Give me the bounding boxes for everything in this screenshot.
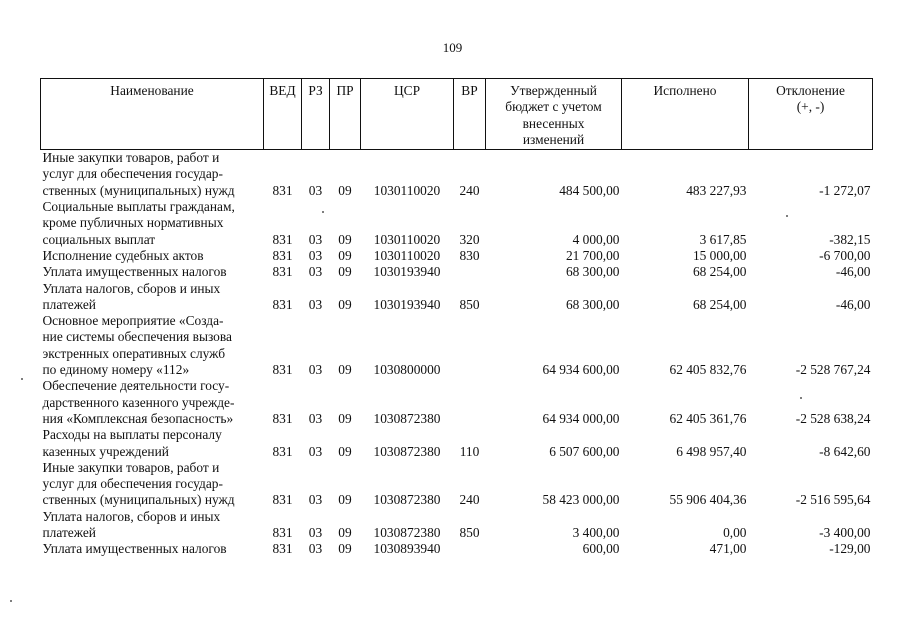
cell-pr: 09 bbox=[338, 296, 352, 312]
cell-pr: 09 bbox=[338, 541, 352, 557]
cell-approved: 484 500,00 bbox=[559, 182, 620, 198]
table-row bbox=[41, 199, 873, 248]
cell-executed: 6 498 957,40 bbox=[676, 443, 747, 459]
cell-executed: 483 227,93 bbox=[686, 182, 747, 198]
cell-csr: 1030893940 bbox=[373, 541, 441, 557]
table-row bbox=[41, 541, 873, 557]
cell-csr: 1030800000 bbox=[373, 362, 441, 378]
cell-csr: 1030110020 bbox=[373, 231, 441, 247]
cell-name: Обеспечение деятельности госу- дарственного казенного учрежде- ния «Комплексная безопасность» bbox=[42, 378, 235, 426]
cell-vr: 850 bbox=[459, 525, 480, 541]
cell-rz: 03 bbox=[308, 247, 323, 263]
cell-name: Основное мероприятие «Созда- ние системы обеспечения вызова экстренных оперативных служб по единому номеру «112» bbox=[42, 313, 232, 378]
cell-ved: 831 bbox=[272, 443, 293, 459]
cell-approved: 58 423 000,00 bbox=[542, 492, 620, 508]
header-name: Наименование bbox=[41, 79, 264, 150]
cell-vr bbox=[454, 378, 486, 427]
scan-speck bbox=[21, 378, 23, 380]
cell-csr: 1030872380 bbox=[373, 525, 441, 541]
cell-pr: 09 bbox=[338, 264, 352, 280]
cell-name: Иные закупки товаров, работ и услуг для обеспечения государ- ственных (муниципальных) нужд bbox=[42, 459, 235, 508]
cell-vr: 240 bbox=[459, 182, 480, 198]
header-pr: ПР bbox=[330, 79, 361, 150]
cell-vr: 830 bbox=[459, 247, 480, 263]
cell-deviation: -3 400,00 bbox=[819, 525, 871, 541]
page-number: 109 bbox=[442, 40, 463, 55]
cell-pr: 09 bbox=[338, 410, 352, 426]
cell-executed: 55 906 404,36 bbox=[669, 492, 747, 508]
cell-executed: 15 000,00 bbox=[692, 247, 747, 263]
cell-rz: 03 bbox=[308, 296, 323, 312]
cell-rz: 03 bbox=[308, 362, 323, 378]
cell-vr bbox=[454, 313, 486, 378]
cell-executed: 62 405 361,76 bbox=[669, 410, 747, 426]
cell-ved: 831 bbox=[272, 231, 293, 247]
header-executed: Исполнено bbox=[622, 79, 749, 150]
cell-ved: 831 bbox=[272, 410, 293, 426]
cell-rz: 03 bbox=[308, 264, 323, 280]
cell-deviation: -8 642,60 bbox=[819, 443, 871, 459]
header-ved: ВЕД bbox=[264, 79, 302, 150]
cell-name: Исполнение судебных актов bbox=[42, 247, 204, 263]
cell-rz: 03 bbox=[308, 525, 323, 541]
cell-rz: 03 bbox=[308, 410, 323, 426]
cell-deviation: -1 272,07 bbox=[819, 182, 871, 198]
cell-pr: 09 bbox=[338, 492, 352, 508]
cell-name: Уплата налогов, сборов и иных платежей bbox=[42, 508, 221, 541]
cell-vr: 240 bbox=[459, 492, 480, 508]
cell-approved: 6 507 600,00 bbox=[549, 443, 620, 459]
cell-vr: 850 bbox=[459, 296, 480, 312]
cell-deviation: -46,00 bbox=[835, 296, 871, 312]
cell-csr: 1030110020 bbox=[373, 182, 441, 198]
cell-executed: 3 617,85 bbox=[699, 231, 747, 247]
cell-deviation: -2 528 767,24 bbox=[795, 362, 871, 378]
cell-ved: 831 bbox=[272, 492, 293, 508]
header-rz: РЗ bbox=[302, 79, 330, 150]
table-row bbox=[41, 248, 873, 264]
cell-csr: 1030872380 bbox=[373, 492, 441, 508]
cell-ved: 831 bbox=[272, 525, 293, 541]
table-row bbox=[41, 378, 873, 427]
cell-executed: 471,00 bbox=[709, 541, 747, 557]
cell-ved: 831 bbox=[272, 182, 293, 198]
cell-ved: 831 bbox=[272, 247, 293, 263]
scan-speck bbox=[786, 215, 788, 217]
cell-ved: 831 bbox=[272, 296, 293, 312]
table-row bbox=[41, 460, 873, 509]
cell-rz: 03 bbox=[308, 492, 323, 508]
cell-rz: 03 bbox=[308, 231, 323, 247]
header-csr: ЦСР bbox=[361, 79, 454, 150]
cell-deviation: -2 516 595,64 bbox=[795, 492, 871, 508]
cell-csr: 1030872380 bbox=[373, 410, 441, 426]
cell-name: Социальные выплаты гражданам, кроме публичных нормативных социальных выплат bbox=[42, 199, 235, 247]
table-row bbox=[41, 264, 873, 280]
cell-approved: 600,00 bbox=[582, 541, 620, 557]
cell-approved: 64 934 000,00 bbox=[542, 410, 620, 426]
cell-deviation: -46,00 bbox=[835, 264, 871, 280]
cell-pr: 09 bbox=[338, 525, 352, 541]
budget-execution-table bbox=[40, 78, 873, 558]
cell-name: Иные закупки товаров, работ и услуг для обеспечения государ- ственных (муниципальных) нужд bbox=[42, 150, 235, 198]
cell-vr bbox=[454, 264, 486, 280]
cell-csr: 1030193940 bbox=[373, 264, 441, 280]
cell-approved: 4 000,00 bbox=[572, 231, 620, 247]
cell-pr: 09 bbox=[338, 443, 352, 459]
cell-name: Уплата имущественных налогов bbox=[42, 264, 227, 280]
cell-csr: 1030193940 bbox=[373, 296, 441, 312]
cell-ved: 831 bbox=[272, 264, 293, 280]
cell-executed: 68 254,00 bbox=[692, 296, 747, 312]
cell-vr: 110 bbox=[459, 443, 480, 459]
cell-approved: 68 300,00 bbox=[565, 296, 620, 312]
table-row bbox=[41, 509, 873, 542]
cell-deviation: -6 700,00 bbox=[819, 247, 871, 263]
scan-speck bbox=[322, 211, 324, 213]
cell-vr: 320 bbox=[459, 231, 480, 247]
cell-ved: 831 bbox=[272, 541, 293, 557]
table-row bbox=[41, 313, 873, 378]
cell-csr: 1030110020 bbox=[373, 247, 441, 263]
cell-executed: 68 254,00 bbox=[692, 264, 747, 280]
cell-executed: 62 405 832,76 bbox=[669, 362, 747, 378]
scan-speck bbox=[800, 397, 802, 399]
cell-rz: 03 bbox=[308, 182, 323, 198]
cell-rz: 03 bbox=[308, 541, 323, 557]
scan-speck bbox=[10, 600, 12, 602]
cell-name: Расходы на выплаты персоналу казенных учреждений bbox=[42, 427, 222, 459]
cell-executed: 0,00 bbox=[723, 525, 747, 541]
cell-deviation: -2 528 638,24 bbox=[795, 410, 871, 426]
cell-ved: 831 bbox=[272, 362, 293, 378]
cell-csr: 1030872380 bbox=[373, 443, 441, 459]
cell-pr: 09 bbox=[338, 247, 352, 263]
header-deviation: Отклонение (+, -) bbox=[749, 79, 873, 150]
table-row bbox=[41, 150, 873, 199]
cell-pr: 09 bbox=[338, 362, 352, 378]
table-row bbox=[41, 281, 873, 314]
header-vr: ВР bbox=[454, 79, 486, 150]
table-row bbox=[41, 427, 873, 460]
cell-deviation: -129,00 bbox=[829, 541, 871, 557]
cell-pr: 09 bbox=[338, 231, 352, 247]
cell-vr bbox=[454, 541, 486, 557]
table-header-row bbox=[41, 79, 873, 150]
cell-pr: 09 bbox=[338, 182, 352, 198]
cell-name: Уплата налогов, сборов и иных платежей bbox=[42, 280, 221, 312]
cell-name: Уплата имущественных налогов bbox=[42, 541, 227, 557]
cell-approved: 21 700,00 bbox=[565, 247, 620, 263]
cell-rz: 03 bbox=[308, 443, 323, 459]
cell-approved: 3 400,00 bbox=[572, 525, 620, 541]
cell-approved: 68 300,00 bbox=[565, 264, 620, 280]
header-approved-budget: Утвержденный бюджет с учетом внесенных изменений bbox=[486, 79, 622, 150]
cell-deviation: -382,15 bbox=[829, 231, 871, 247]
cell-approved: 64 934 600,00 bbox=[542, 362, 620, 378]
